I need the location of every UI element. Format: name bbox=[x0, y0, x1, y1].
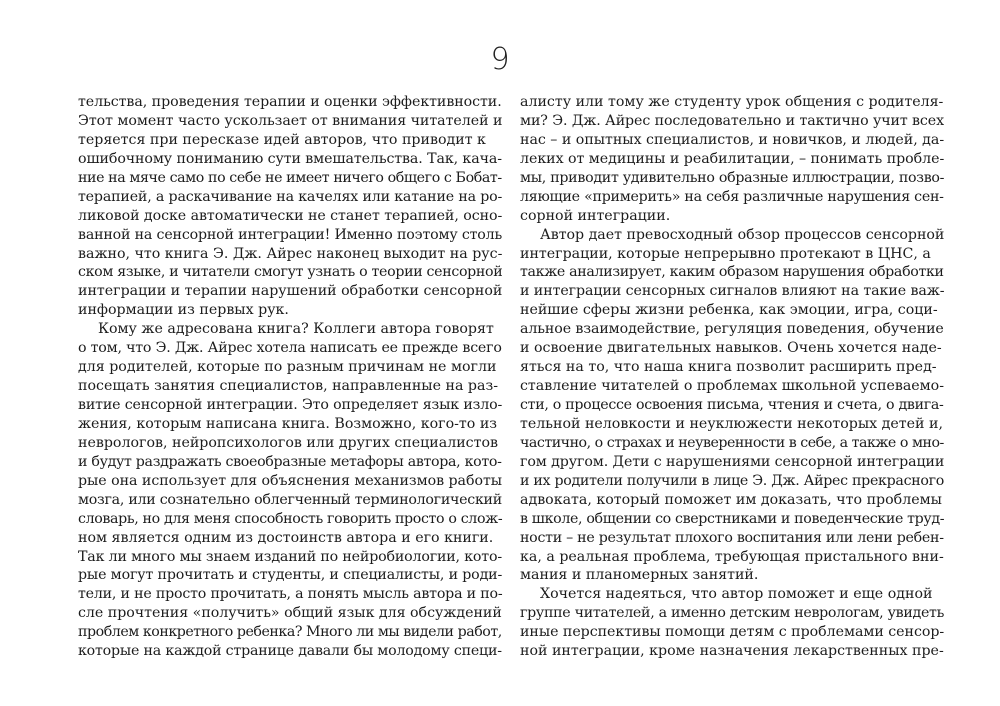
text-line: рые она использует для объяснения механизмов работы bbox=[78, 472, 503, 489]
text-line: жения, которым написана книга. Возможно, кого-то из bbox=[78, 415, 498, 432]
text-line: группе читателей, а именно детским неврологам, увидеть bbox=[520, 605, 945, 622]
text-line: Этот момент часто ускользает от внимания читателей и bbox=[78, 112, 503, 129]
text-line: альное взаимодействие, регуляция поведения, обучение bbox=[520, 321, 944, 338]
text-line: сти, о процессе освоения письма, чтения и счета, о двига- bbox=[520, 397, 944, 413]
left-text-column bbox=[78, 93, 502, 661]
text-line: ности – не результат плохого воспитания или лени ребен- bbox=[520, 529, 944, 546]
text-line: ной интеграции, кроме назначения лекарственных пре- bbox=[520, 643, 944, 660]
text-line: яться на то, что наша книга позволит расширить пред- bbox=[520, 359, 937, 376]
text-line: для родителей, которые по разным причинам не могли bbox=[78, 359, 497, 376]
text-line: нейшие сферы жизни ребенка, как эмоции, игра, соци- bbox=[520, 302, 938, 319]
text-line: тели, и не просто прочитать, а понять мысль автора и по- bbox=[78, 586, 503, 603]
text-line: о том, что Э. Дж. Айрес хотела написать ее прежде всего bbox=[78, 340, 502, 357]
text-line: ка, а реальная проблема, требующая пристального вни- bbox=[520, 548, 944, 565]
text-line: которые на каждой странице давали бы молодому специ- bbox=[78, 643, 502, 660]
text-line: Хочется надеяться, что автор поможет и еще одной bbox=[540, 586, 933, 603]
text-line: частично, о страхах и неуверенности в себе, а также о мно- bbox=[520, 434, 944, 451]
text-line: ми? Э. Дж. Айрес последовательно и тактично учит всех bbox=[520, 112, 944, 129]
text-line: тельства, проведения терапии и оценки эффективности. bbox=[78, 94, 502, 110]
text-line: также анализирует, каким образом нарушения обработки bbox=[520, 264, 944, 281]
text-line: терапией, а раскачивание на качелях или катание на ро- bbox=[78, 188, 503, 205]
text-line: в школе, общении со сверстниками и поведенческие труд- bbox=[520, 510, 945, 527]
text-line: теряется при пересказе идей авторов, что приводит к bbox=[78, 131, 486, 148]
right-text-column bbox=[520, 93, 944, 661]
text-line: нас – и опытных специалистов, и новичков, и людей, да- bbox=[520, 131, 945, 148]
text-line: неврологов, нейропсихологов или других специалистов bbox=[78, 434, 498, 451]
text-line: ском языке, и читатели смогут узнать о теории сенсорной bbox=[78, 264, 503, 281]
text-line: интеграции, которые непрерывно протекают в ЦНС, а bbox=[520, 245, 931, 262]
text-line: тельной неловкости и неуклюжести некоторых детей и, bbox=[520, 415, 943, 432]
text-line: ошибочному пониманию сути вмешательства. Так, кача- bbox=[78, 150, 502, 167]
text-line: мозга, или сознательно облегченный терминологический bbox=[78, 491, 502, 508]
text-line: и их родители получили в лице Э. Дж. Айрес прекрасного bbox=[520, 472, 945, 489]
text-line: сорной интеграции. bbox=[520, 207, 671, 224]
text-line: витие сенсорной интеграции. Это определяет язык изло- bbox=[78, 397, 503, 413]
text-line: ляющие «примерить» на себя различные нарушения сен- bbox=[520, 188, 944, 205]
text-line: Кому же адресована книга? Коллеги автора говорят bbox=[98, 321, 494, 338]
text-line: гом другом. Дети с нарушениями сенсорной интеграции bbox=[520, 453, 945, 470]
text-line: Так ли много мы знаем изданий по нейробиологии, кото- bbox=[78, 548, 502, 565]
text-line: рые могут прочитать и студенты, и специалисты, и роди- bbox=[78, 567, 503, 584]
text-line: адвоката, который поможет им доказать, что проблемы bbox=[520, 491, 942, 508]
text-line: ние на мяче само по себе не имеет ничего общего с Бобат- bbox=[78, 169, 502, 186]
text-line: ликовой доске автоматически не станет терапией, осно- bbox=[78, 207, 503, 224]
text-line: алисту или тому же студенту урок общения с родителя- bbox=[520, 94, 944, 110]
text-line: Автор дает превосходный обзор процессов сенсорной bbox=[540, 226, 945, 243]
text-line: леких от медицины и реабилитации, – понимать пробле- bbox=[520, 150, 945, 167]
text-line: словарь, но для меня способность говорить просто о слож- bbox=[78, 510, 503, 527]
text-line: ставление читателей о проблемах школьной успеваемо- bbox=[520, 378, 944, 395]
text-line: мания и планомерных занятий. bbox=[520, 567, 759, 584]
text-line: важно, что книга Э. Дж. Айрес наконец выходит на рус- bbox=[78, 245, 503, 262]
text-line: посещать занятия специалистов, направленные на раз- bbox=[78, 378, 498, 395]
page-number: 9 bbox=[490, 42, 510, 77]
text-line: мы, приводит удивительно образные иллюстрации, позво- bbox=[520, 169, 945, 186]
text-line: интеграции и терапии нарушений обработки сенсорной bbox=[78, 283, 503, 300]
text-line: ванной на сенсорной интеграции! Именно поэтому столь bbox=[78, 226, 503, 243]
text-line: информации из первых рук. bbox=[78, 302, 289, 319]
text-line: и интеграции сенсорных сигналов влияют на такие важ- bbox=[520, 283, 945, 300]
text-line: сле прочтения «получить» общий язык для обсуждений bbox=[78, 605, 502, 622]
text-line: ном является одним из достоинств автора и его книги. bbox=[78, 529, 494, 546]
text-line: проблем конкретного ребенка? Много ли мы видели работ, bbox=[78, 624, 502, 641]
text-line: и будут раздражать своеобразные метафоры автора, кото- bbox=[78, 453, 502, 470]
text-line: иные перспективы помощи детям с проблемами сенсор- bbox=[520, 624, 945, 641]
text-line: и освоение двигательных навыков. Очень хочется наде- bbox=[520, 340, 942, 357]
